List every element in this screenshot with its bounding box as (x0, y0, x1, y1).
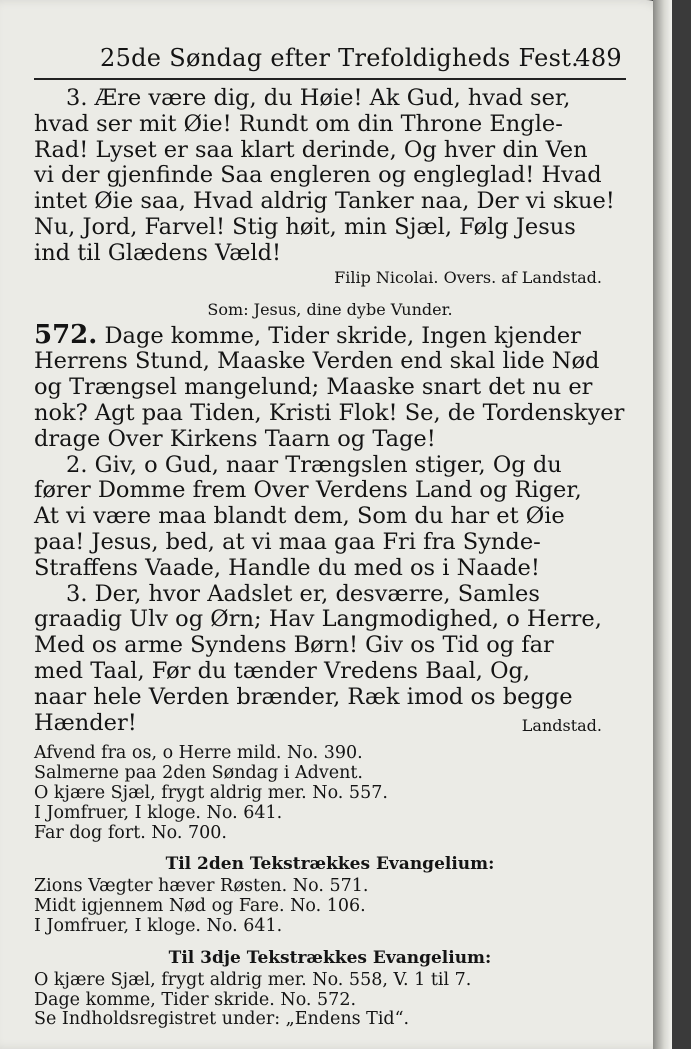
hymn-line: 3. Der, hvor Aadslet er, desværre, Samles (66, 580, 540, 607)
hymn-list-1 (34, 744, 626, 843)
hymn-line: og Trængsel mangelund; Maaske snart det nu er (34, 374, 593, 401)
hymn-attribution: Filip Nicolai. Overs. af Landstad. (334, 267, 602, 287)
page-content (34, 86, 626, 1030)
melody-line: Som: Jesus, dine dybe Vunder. (207, 299, 453, 319)
hymn-572-block (34, 319, 626, 737)
verse-line: vi der gjenfinde Saa engleren og engleglad! Hvad (34, 162, 602, 189)
section-heading-3: Til 3dje Tekstrækkes Evangelium: (168, 947, 492, 968)
hymn-number: 572. (34, 319, 98, 350)
section-heading-2: Til 2den Tekstrækkes Evangelium: (165, 854, 495, 875)
hymn-line: 572. Dage komme, Tider skride, Ingen kjender (34, 319, 581, 350)
page-edge (653, 0, 672, 1049)
verse-line: Rad! Lyset er saa klart derinde, Og hver din Ven (34, 136, 588, 163)
hymn-attribution-2: Landstad. (521, 715, 602, 735)
hymn-line: Straffens Vaade, Handle du med os i Naade! (34, 554, 540, 581)
hymn-line: Hænder! Landstad. (34, 711, 626, 737)
verse-line: Nu, Jord, Farvel! Stig høit, min Sjæl, Følg Jesus (34, 213, 576, 240)
hymn-line: med Taal, Før du tænder Vredens Baal, Og, (34, 657, 531, 684)
hymn-line: graadig Ulv og Ørn; Hav Langmodighed, o Herre, (34, 606, 602, 633)
list-item: Far dog fort. No. 700. (34, 822, 227, 843)
hymn-line: drage Over Kirkens Taarn og Tage! (34, 425, 436, 452)
list-item: Zions Vægter hæver Røsten. No. 571. (34, 876, 369, 897)
hymn-line: naar hele Verden brænder, Ræk imod os begge (34, 683, 573, 710)
hymn-line: nok? Agt paa Tiden, Kristi Flok! Se, de Tordenskyer (34, 399, 625, 426)
list-item: Midt igjennem Nød og Fare. No. 106. (34, 896, 366, 917)
hymn-line: Herrens Stund, Maaske Verden end skal lide Nød (34, 348, 600, 375)
hymn-line: fører Domme frem Over Verdens Land og Riger, (34, 477, 582, 504)
hymn-line: At vi være maa blandt dem, Som du har et Øie (34, 503, 565, 530)
list-item: O kjære Sjæl, frygt aldrig mer. No. 557. (34, 782, 388, 803)
hymn-list-3 (34, 971, 626, 1030)
verse-line: intet Øie saa, Hvad aldrig Tanker naa, Der vi skue! (34, 188, 615, 215)
list-item: Afvend fra os, o Herre mild. No. 390. (34, 743, 363, 764)
verse-line: 3. Ære være dig, du Høie! Ak Gud, hvad ser, (66, 85, 571, 111)
page-number: 489 (575, 44, 622, 72)
hymn-line: Med os arme Syndens Børn! Giv os Tid og far (34, 632, 554, 659)
hymn-list-2 (34, 877, 626, 936)
hymn-line: paa! Jesus, bed, at vi maa gaa Fri fra Synde- (34, 528, 541, 555)
list-item: O kjære Sjæl, frygt aldrig mer. No. 558, V. 1 til 7. (34, 969, 472, 990)
header-title: 25de Søndag efter Trefoldigheds Fest. (100, 44, 580, 72)
list-item: Salmerne paa 2den Søndag i Advent. (34, 763, 363, 784)
running-header (100, 44, 622, 72)
verse-3-block (34, 86, 626, 267)
list-item: Dage komme, Tider skride. No. 572. (34, 989, 357, 1010)
list-item: Se Indholdsregistret under: „Endens Tid“. (34, 1009, 410, 1030)
verse-line: ind til Glædens Væld! (34, 239, 282, 266)
header-rule (34, 78, 626, 80)
hymn-line: 2. Giv, o Gud, naar Trængslen stiger, Og du (66, 451, 562, 478)
verse-line: hvad ser mit Øie! Rundt om din Throne Engle- (34, 110, 563, 137)
list-item: I Jomfruer, I kloge. No. 641. (34, 915, 283, 936)
list-item: I Jomfruer, I kloge. No. 641. (34, 802, 283, 823)
